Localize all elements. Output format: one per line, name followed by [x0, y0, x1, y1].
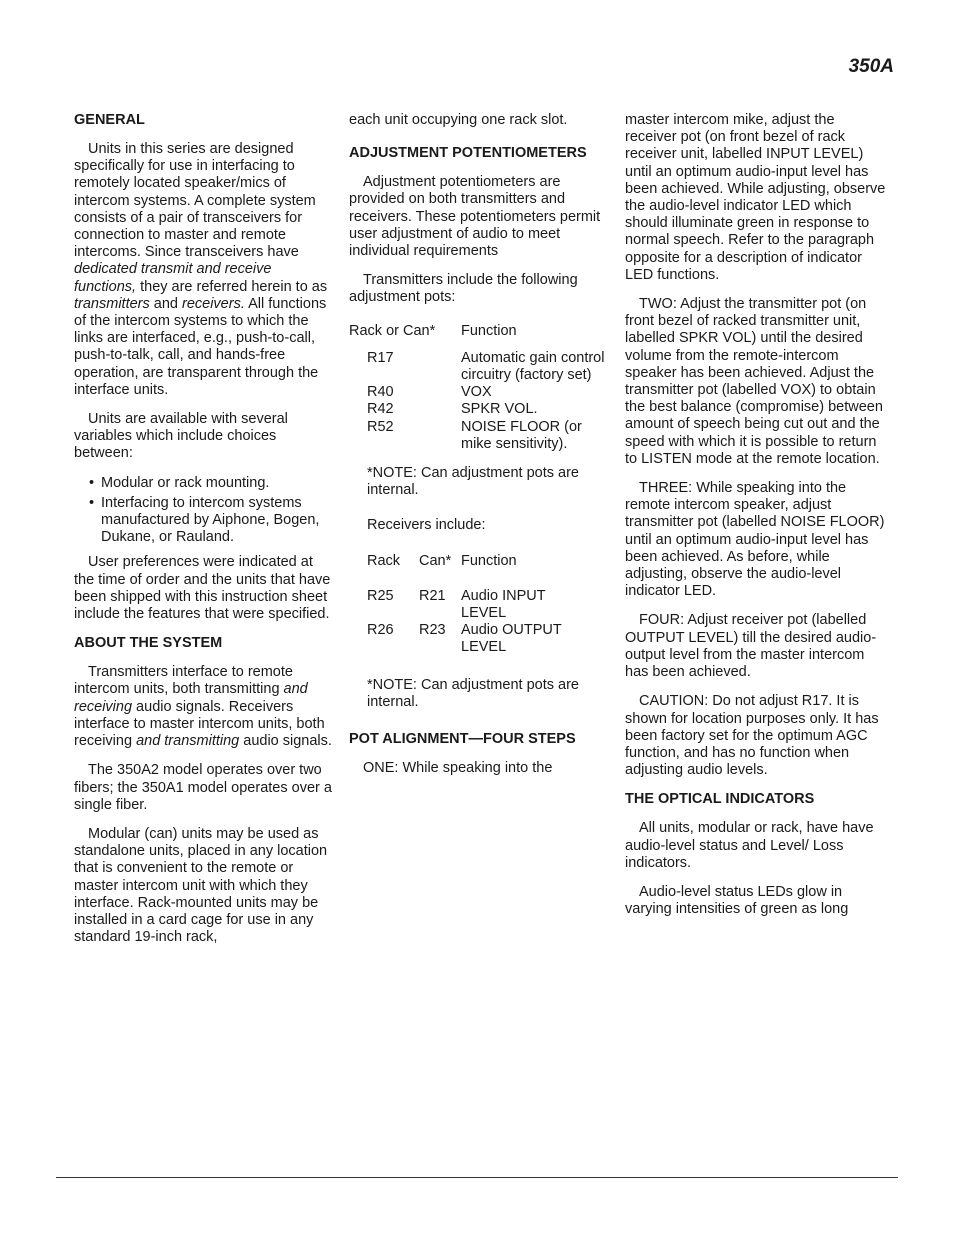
list-item: • Modular or rack mounting. [101, 475, 336, 492]
step-one-continued: master intercom mike, adjust the receiver pot (on front bezel of rack receiver unit, labelled INPUT LEVEL) until an optimum audio-input level has been achieved. While adjusting, observe the audio-level indicator LED which should illuminate green in response to normal speech. Refer to the paragraph opposite for a description of indicator LED functions. [625, 112, 886, 283]
caution-paragraph: CAUTION: Do not adjust R17. It is shown for location purposes only. It has been factory set for the optimum AGC function, and has no function when adjusting audio levels. [625, 693, 879, 779]
transmitter-note: *NOTE: Can adjustment pots are internal. [367, 465, 579, 499]
table-row [349, 350, 611, 384]
table-cell: R21 [419, 587, 446, 604]
table-cell: R26 [367, 622, 394, 639]
table-header-row [367, 553, 571, 588]
table-row [367, 588, 571, 622]
about-paragraph-3: Modular (can) units may be used as standalone units, placed in any location that is convenient to the remote or master intercom unit with which they interface. Rack-mounted units may be installed in a card cage for use in any standard 19-inch rack, [74, 825, 328, 946]
column-1 [74, 112, 336, 958]
optical-paragraph-2: Audio-level status LEDs glow in varying intensities of green as long [625, 883, 849, 918]
adjustment-paragraph-1: Adjustment potentiometers are provided on both transmitters and receivers. These potentiometers permit user adjustment of audio to meet individual requirements [349, 174, 601, 260]
table-cell: SPKR VOL. [461, 401, 538, 418]
footer-rule [56, 1177, 898, 1178]
table-cell: R25 [367, 587, 394, 604]
table-cell: VOX [461, 384, 492, 401]
pot-alignment-heading: POT ALIGNMENT—FOUR STEPS [349, 731, 576, 748]
about-paragraph-1: Transmitters interface to remote intercom units, both transmitting and receiving audio signals. Receivers interface to master intercom units, both receiving and transmitting audio signals. [74, 664, 332, 750]
table-cell: Automatic gain control circuitry (factory set) [461, 349, 605, 384]
table-header: Rack or Can* [349, 322, 436, 339]
receiver-pots-table [367, 553, 571, 657]
table-row [367, 622, 571, 656]
column-2 [349, 112, 611, 789]
adjustment-heading: ADJUSTMENT POTENTIOMETERS [349, 145, 587, 162]
adjustment-paragraph-2: Transmitters include the following adjustment pots: [349, 272, 578, 306]
table-cell: R23 [419, 622, 446, 639]
receivers-intro: Receivers include: [367, 517, 486, 534]
table-cell: R52 [367, 418, 394, 435]
column-3 [625, 112, 887, 930]
table-header: Function [461, 322, 517, 339]
continued-paragraph: each unit occupying one rack slot. [349, 112, 568, 128]
general-paragraph-2: Units are available with several variables which include choices between: [74, 411, 288, 462]
receiver-note: *NOTE: Can adjustment pots are internal. [367, 676, 579, 710]
table-row [349, 401, 611, 418]
table-cell: R42 [367, 401, 394, 418]
transmitter-pots-table [349, 323, 611, 453]
general-paragraph-3: User preferences were indicated at the time of order and the units that have been shipped with this instruction sheet include the features that were specified. [74, 554, 331, 623]
general-paragraph-1: Units in this series are designed specifically for use in interfacing to remotely located speaker/mics of intercom systems. A complete system consists of a pair of transceivers for connection to master and remote intercoms. Since transceivers have dedicated transmit and receive functions, they are referred herein to as transmitters and receivers. All functions of the intercom systems to which the links are interfaced, e.g., push-to-call, push-to-talk, call, and hands-free operation, are transparent through the interface units. [74, 141, 328, 398]
general-heading: GENERAL [74, 112, 145, 128]
step-four: FOUR: Adjust receiver pot (labelled OUTPUT LEVEL) till the desired audio-output level from the master intercom has been achieved. [625, 612, 877, 681]
table-header-row [349, 323, 611, 350]
table-header: Can* [419, 552, 452, 569]
table-cell: NOISE FLOOR (or mike sensitivity). [461, 418, 582, 452]
step-three: THREE: While speaking into the remote intercom speaker, adjust transmitter pot (labelled NOISE FLOOR) until an optimum audio-input level has been achieved. As before, while adjusting, observe the audio-level indicator LED. [625, 480, 885, 600]
optical-paragraph-1: All units, modular or rack, have have audio-level status and Level/ Loss indicators. [625, 820, 874, 871]
step-two: TWO: Adjust the transmitter pot (on front bezel of racked transmitter unit, labelled SPKR VOL) until the desired volume from the remote-intercom speaker has been achieved. Adjust the transmitter pot (labelled VOX) to obtain the best balance (compromise) between amount of speech being cut out and the speed with which it is possible to return to LISTEN mode at the remote location. [625, 296, 883, 467]
table-row [349, 384, 611, 401]
table-header: Rack [367, 552, 401, 569]
page-header-model: 350A [848, 56, 894, 77]
table-header: Function [461, 552, 517, 569]
table-cell: R17 [367, 349, 394, 366]
variables-list [74, 475, 336, 547]
table-row [349, 419, 611, 453]
about-heading: ABOUT THE SYSTEM [74, 635, 223, 652]
optical-indicators-heading: THE OPTICAL INDICATORS [625, 791, 815, 808]
list-item: • Interfacing to intercom systems manufactured by Aiphone, Bogen, Dukane, or Rauland. [101, 495, 336, 547]
table-cell: Audio INPUT LEVEL [461, 587, 546, 622]
table-cell: Audio OUTPUT LEVEL [461, 622, 562, 656]
pot-step-one: ONE: While speaking into the [363, 760, 553, 777]
about-paragraph-2: The 350A2 model operates over two fibers; the 350A1 model operates over a single fiber. [74, 762, 332, 813]
table-cell: R40 [367, 384, 394, 401]
